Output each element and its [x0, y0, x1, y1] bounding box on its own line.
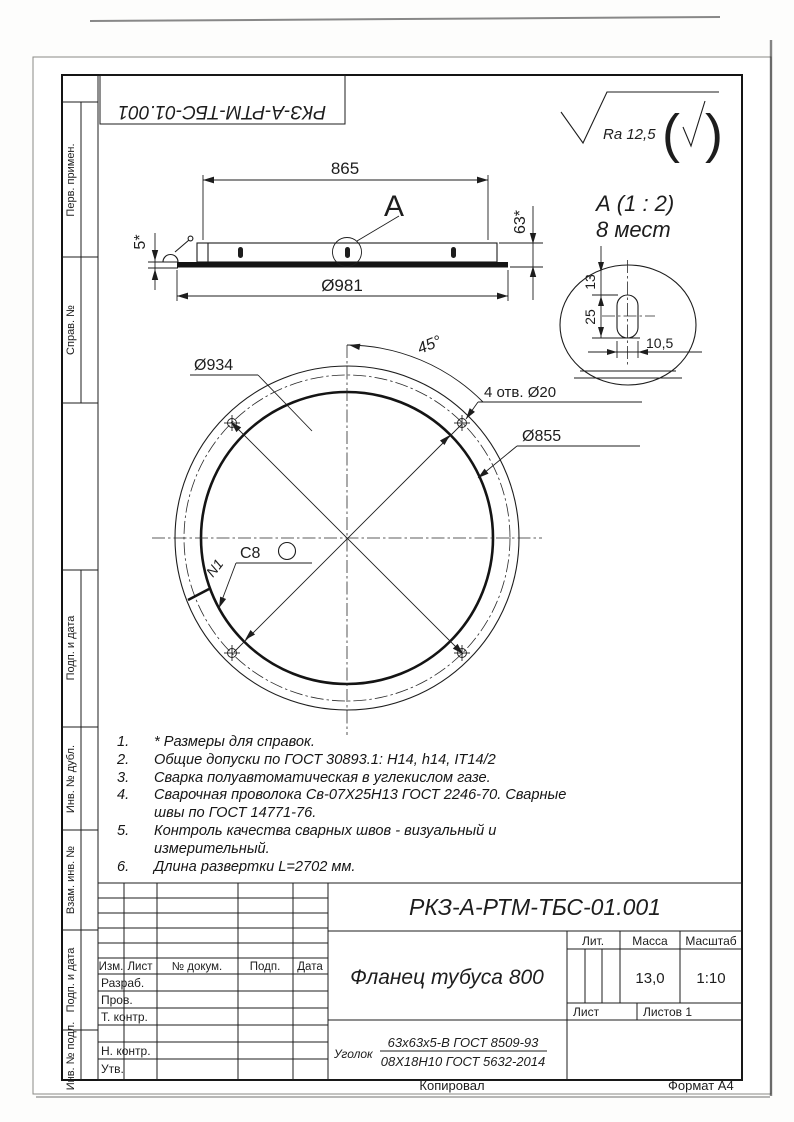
note-item	[117, 823, 591, 859]
note-number: 3.	[117, 769, 130, 786]
note-text: Общие допуски по ГОСТ 30893.1: H14, h14, IT14/2	[154, 751, 496, 768]
change-col: Лист	[127, 961, 153, 973]
note-text: Сварочная проволока Св-07Х25Н13 ГОСТ 2246-70. Сварные	[154, 787, 567, 804]
top-designation-rotated: РКЗ-А-РТМ-ТБС-01.001	[117, 101, 327, 122]
note-item	[117, 770, 591, 788]
note-number: 4.	[117, 787, 130, 804]
note-text: швы по ГОСТ 14771-76.	[154, 805, 317, 822]
roughness-value: Ra 12,5	[603, 126, 656, 143]
margin-label: Инв. № дубл.	[65, 744, 77, 814]
note-item	[117, 787, 591, 823]
dim-13: 13	[582, 274, 598, 290]
material-line2: 08Х18Н10 ГОСТ 5632-2014	[380, 1054, 546, 1069]
material-line1: 63х63х5-В ГОСТ 8509-93	[387, 1035, 539, 1050]
role-label: Пров.	[101, 993, 133, 1007]
change-col: Подп.	[249, 961, 281, 973]
change-col: Изм.	[98, 961, 124, 973]
note-number: 1.	[117, 734, 130, 750]
dim-855: Ø855	[522, 428, 562, 445]
dim-934: Ø934	[194, 357, 234, 374]
sheet-label: Лист	[573, 1005, 600, 1019]
weld-num: N1	[202, 555, 227, 580]
scale-label: Масштаб	[685, 934, 737, 948]
note-text: Сварка полуавтоматическая в углекислом газе.	[154, 769, 491, 786]
holes-note: 4 отв. Ø20	[484, 384, 557, 401]
mass-value: 13,0	[635, 970, 665, 987]
margin-label: Подп. и дата	[65, 615, 77, 681]
material-prefix: Уголок	[334, 1047, 373, 1061]
copied-label: Копировал	[419, 1078, 485, 1093]
note-text: Контроль качества сварных швов - визуальный и	[154, 822, 497, 839]
sheets-label: Листов 1	[643, 1005, 692, 1019]
note-number: 6.	[117, 858, 130, 875]
change-col: № докум.	[171, 961, 223, 973]
dim-63: 63*	[512, 209, 529, 235]
part-name: Фланец тубуса 800	[350, 966, 544, 989]
role-label: Н. контр.	[101, 1044, 151, 1058]
note-item	[117, 859, 591, 877]
role-label: Т. контр.	[101, 1010, 148, 1024]
note-number: 5.	[117, 822, 130, 839]
format-label: Формат А4	[668, 1078, 734, 1093]
detail-places: 8 мест	[596, 217, 671, 242]
dim-10-5: 10,5	[646, 335, 674, 351]
left-paren: (	[662, 104, 680, 164]
dim-45deg: 45°	[415, 332, 444, 358]
margin-label: Подп. и дата	[65, 947, 77, 1013]
note-text: * Размеры для справок.	[154, 734, 315, 750]
note-number: 2.	[117, 751, 130, 768]
scale-value: 1:10	[696, 970, 726, 987]
margin-label: Справ. №	[65, 305, 77, 355]
dim-5: 5*	[132, 234, 149, 250]
technical-notes	[117, 734, 591, 876]
doc-designation: РКЗ-А-РТМ-ТБС-01.001	[409, 894, 661, 920]
lit-label: Лит.	[581, 934, 605, 948]
role-label: Разраб.	[101, 976, 145, 990]
dim-981: Ø981	[321, 276, 363, 295]
dim-865: 865	[330, 159, 360, 178]
margin-label: Взам. инв. №	[65, 845, 77, 915]
detail-callout-label: А	[384, 190, 405, 223]
mass-label: Масса	[632, 934, 668, 948]
note-text: Длина развертки L=2702 мм.	[154, 858, 356, 875]
note-item	[117, 734, 591, 752]
note-item	[117, 752, 591, 770]
dim-25: 25	[582, 309, 598, 325]
detail-title: А (1 : 2)	[596, 191, 675, 216]
change-col: Дата	[297, 961, 323, 973]
margin-label: Инв. № подл.	[65, 1021, 77, 1091]
role-label: Утв.	[101, 1062, 124, 1076]
weld-mark: С8	[240, 545, 261, 562]
right-paren: )	[705, 104, 723, 164]
note-text: измерительный.	[154, 840, 270, 857]
margin-label: Перв. примен.	[65, 143, 77, 217]
